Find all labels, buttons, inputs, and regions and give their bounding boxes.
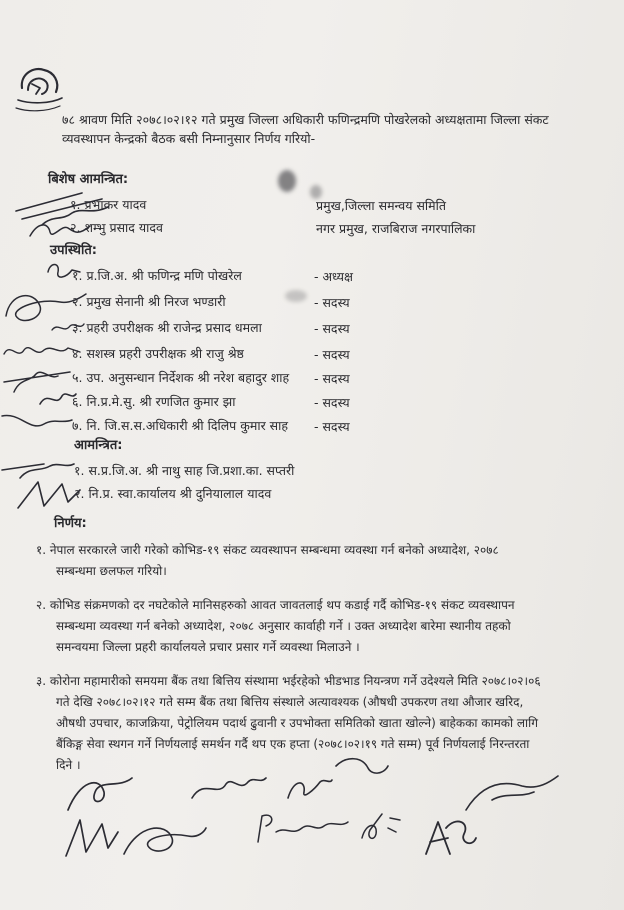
signature [252,808,352,848]
member-name: ७. नि. जि.स.स.अधिकारी श्री दिलिप कुमार साह [72,418,288,433]
decision-line: गते देखि २०७८।०२।१२ गते सम्म बैंक तथा बित्तिय संस्थाले अत्यावश्यक (औषधी उपकरण तथा औजार खरिद, [56,695,524,709]
decision-line: २. कोभिड संक्रमणको दर नघटेकोले मानिसहरुको आवत जावतलाई थप कडाई गर्दै कोभिड-१९ संकट व्यवस्थापन [36,598,515,612]
decision-line: ३. कोरोना महामारीको समयमा बैंक तथा बित्तिय संस्थामा भईरहेको भीडभाड नियन्त्रण गर्ने उदेश्यले मिति २०७८।०२।०६ [36,674,541,688]
invitee-role: नगर प्रमुख, राजबिराज नगरपालिका [316,221,476,236]
intro-line-2: व्यवस्थापन केन्द्रको बैठक बसी निम्नानुसार निर्णय गरियो- [62,131,316,146]
invitee-role: प्रमुख,जिल्ला समन्वय समिति [316,198,446,213]
member-name: १. प्र.जि.अ. श्री फणिन्द्र मणि पोखरेल [72,268,242,283]
signature [44,258,84,284]
decision-item [36,540,499,582]
decision-line: समन्वयमा जिल्ला प्रहरी कार्यालयले प्रचार प्रसार गर्ने व्यवस्था मिलाउने । [56,640,360,654]
decision-line: औषधी उपचार, काजक्रिया, पेट्रोलियम पदार्थ ढुवानी र उपभोक्ता समितिको खाता खोल्ने) बाहेकका कामको लागि [56,716,539,730]
ink-smudge [278,170,296,192]
decision-line: सम्बन्धमा व्यवस्था गर्न बनेको अध्यादेश, २०७८ अनुसार कार्वाही गर्ने । उक्त अध्यादेश बारेमा स्थानीय तहको [56,619,511,633]
signature [14,476,84,516]
decision-item [36,671,541,776]
present-heading: उपस्थिति: [50,243,97,258]
signature [420,808,480,862]
decision-line: बैंकिङ्ग सेवा स्थगन गर्ने निर्णयलाई समर्थन गर्दै थप एक हप्ता (२०७८।०२।१९ गते सम्म) पूर्व निर्णयलाई निरन्तरता [56,737,530,751]
signature [118,818,208,864]
invitees-heading: बिशेष आमन्त्रित: [48,172,129,187]
member-name: २. प्रमुख सेनानी श्री निरज भण्डारी [72,294,226,309]
intro-line-1: ७८ श्रावण मिति २०७८।०२।१२ गते प्रमुख जिल्ला अधिकारी फणिन्द्रमणि पोखरेलको अध्यक्षतामा जिल्ला संकट [62,112,549,127]
invitee-name: १. प्रभाकर यादव [70,197,147,212]
member-role: - सदस्य [314,295,350,310]
signature [356,808,406,848]
signature [28,218,98,244]
signature [332,752,392,786]
signature [2,340,82,364]
member-role: - सदस्य [314,371,350,386]
decisions-heading: निर्णय: [54,516,87,531]
member-role: - सदस्य [314,321,350,336]
decision-item [36,595,515,658]
signature [188,768,268,808]
ink-smudge [285,290,307,302]
member-name: ६. नि.प्र.मे.सु. श्री रणजित कुमार झा [72,394,236,409]
decision-line: १. नेपाल सरकारले जारी गरेको कोभिड-१९ संकट व्यवस्थापन सम्बन्धमा व्यवस्था गर्न बनेको अध्यादेश, २०७८ [36,543,499,557]
signature [0,410,80,436]
invited-name: २. नि.प्र. स्वा.कार्यालय श्री दुनियालाल यादव [74,486,272,501]
member-name: ३. प्रहरी उपरीक्षक श्री राजेन्द्र प्रसाद धमला [72,320,262,335]
member-role: - अध्यक्ष [314,269,353,284]
invited-heading: आमन्त्रित: [74,438,123,453]
member-name: ५. उप. अनुसन्धान निर्देशक श्री नरेश बहादुर शाह [72,370,290,385]
invitee-name: २. शम्भु प्रसाद यादव [70,220,163,235]
signature [62,812,122,862]
decision-line: दिने । [56,758,81,772]
member-role: - सदस्य [314,419,350,434]
decision-line: सम्बन्धमा छलफल गरियो। [56,564,167,578]
member-name: ४. सशस्त्र प्रहरी उपरीक्षक श्री राजु श्रेष्ठ [72,346,244,361]
signature [50,316,86,338]
signature [38,388,78,410]
member-role: - सदस्य [314,347,350,362]
signature [284,770,334,806]
invited-name: १. स.प्र.जि.अ. श्री नाथु साह जि.प्रशा.का. सप्तरी [74,463,295,478]
member-role: - सदस्य [314,395,350,410]
